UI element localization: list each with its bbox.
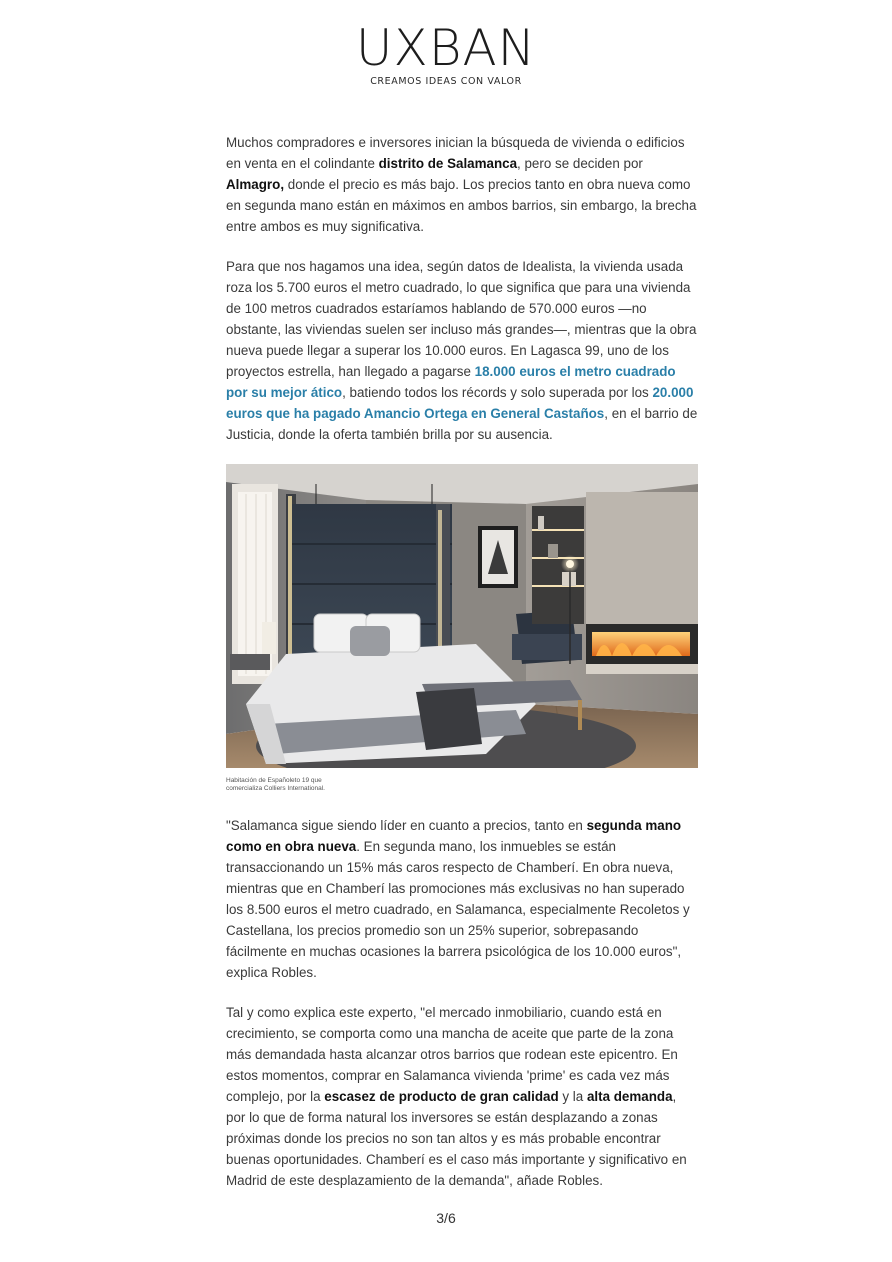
p2-text-1: Para que nos hagamos una idea, según datos de Idealista, la vivienda usada roza los 5.700 euros el metro cuadrado, lo que significa que para una vivienda de 100 metros cuadrados estaríamos hablando de 570.000 euros —no obstante, las viviendas suelen ser incluso más grandes—, mientras que la obra nueva puede llegar a superar los 10.000 euros. En Lagasca 99, uno de los proyectos estrella, han llegado a pagarse (226, 259, 697, 379)
p3-text-2: . En segunda mano, los inmuebles se están transaccionando un 15% más caros respecto de Chamberí. En obra nueva, mientras que en Chamberí las promociones más exclusivas no han superado los 8.500 euros el metro cuadrado, en Salamanca, especialmente Recoletos y Castellana, los precios promedio son un 25% superior, sobrepasando fácilmente en muchas ocasiones la barrera psicológica de los 10.000 euros", explica Robles. (226, 839, 690, 980)
paragraph-4 (226, 1002, 698, 1191)
p1-bold-salamanca: distrito de Salamanca (378, 156, 518, 171)
p4-bold-escasez: escasez de producto de gran calidad (324, 1089, 559, 1104)
article-body (226, 132, 698, 1210)
paragraph-3 (226, 815, 698, 983)
paragraph-1 (226, 132, 698, 237)
logo-tagline: CREAMOS IDEAS CON VALOR (370, 76, 522, 87)
p1-text-1: Muchos compradores e inversores inician la búsqueda de vivienda o edificios en venta en el colindante (226, 135, 685, 171)
p2-text-3: , en el barrio de Justicia, donde la oferta también brilla por su ausencia. (226, 406, 698, 442)
p2-text-2: , batiendo todos los récords y solo superada por los (342, 385, 653, 400)
p4-text-1: Tal y como explica este experto, "el mercado inmobiliario, cuando está en crecimiento, se comporta como una mancha de aceite que parte de la zona más demandada hasta alcanzar otros barrios que rodean este epicentro. En estos momentos, comprar en Salamanca vivienda 'prime' es cada vez más complejo, por la (226, 1005, 678, 1104)
p1-bold-almagro: Almagro, (226, 177, 285, 192)
p4-text-2: y la (558, 1089, 587, 1104)
bedroom-illustration (226, 464, 698, 768)
uxban-logo[interactable]: UXBAN (355, 19, 537, 77)
link-18000-euros[interactable]: 18.000 euros el metro cuadrado por su mejor ático (226, 364, 676, 400)
paragraph-2 (226, 256, 698, 445)
p1-text-3: donde el precio es más bajo. Los precios tanto en obra nueva como en segunda mano están en máximos en ambos barrios, sin embargo, la brecha entre ambos es muy significativa. (226, 177, 697, 234)
p4-bold-alta-demanda: alta demanda (586, 1089, 673, 1104)
p3-text-1: "Salamanca sigue siendo líder en cuanto a precios, tanto en (226, 818, 587, 833)
p4-text-3: , por lo que de forma natural los inversores se están desplazando a zonas próximas donde los precios no son tan altos y es más probable encontrar buenas oportunidades. Chamberí es el caso más importante y significativo en Madrid de este desplazamiento de la demanda", añade Robles. (226, 1089, 687, 1188)
photo-caption: Habitación de Españoleto 19 que comercializa Colliers International. (226, 777, 325, 792)
p1-text-2: , pero se deciden por (517, 156, 643, 171)
page-number: 3/6 (436, 1210, 456, 1226)
header (0, 19, 892, 87)
link-20000-euros[interactable]: 20.000 euros que ha pagado Amancio Ortega en General Castaños (226, 385, 694, 421)
bedroom-photo (226, 464, 698, 773)
p3-bold-segunda-mano: segunda mano como en obra nueva (226, 818, 682, 854)
